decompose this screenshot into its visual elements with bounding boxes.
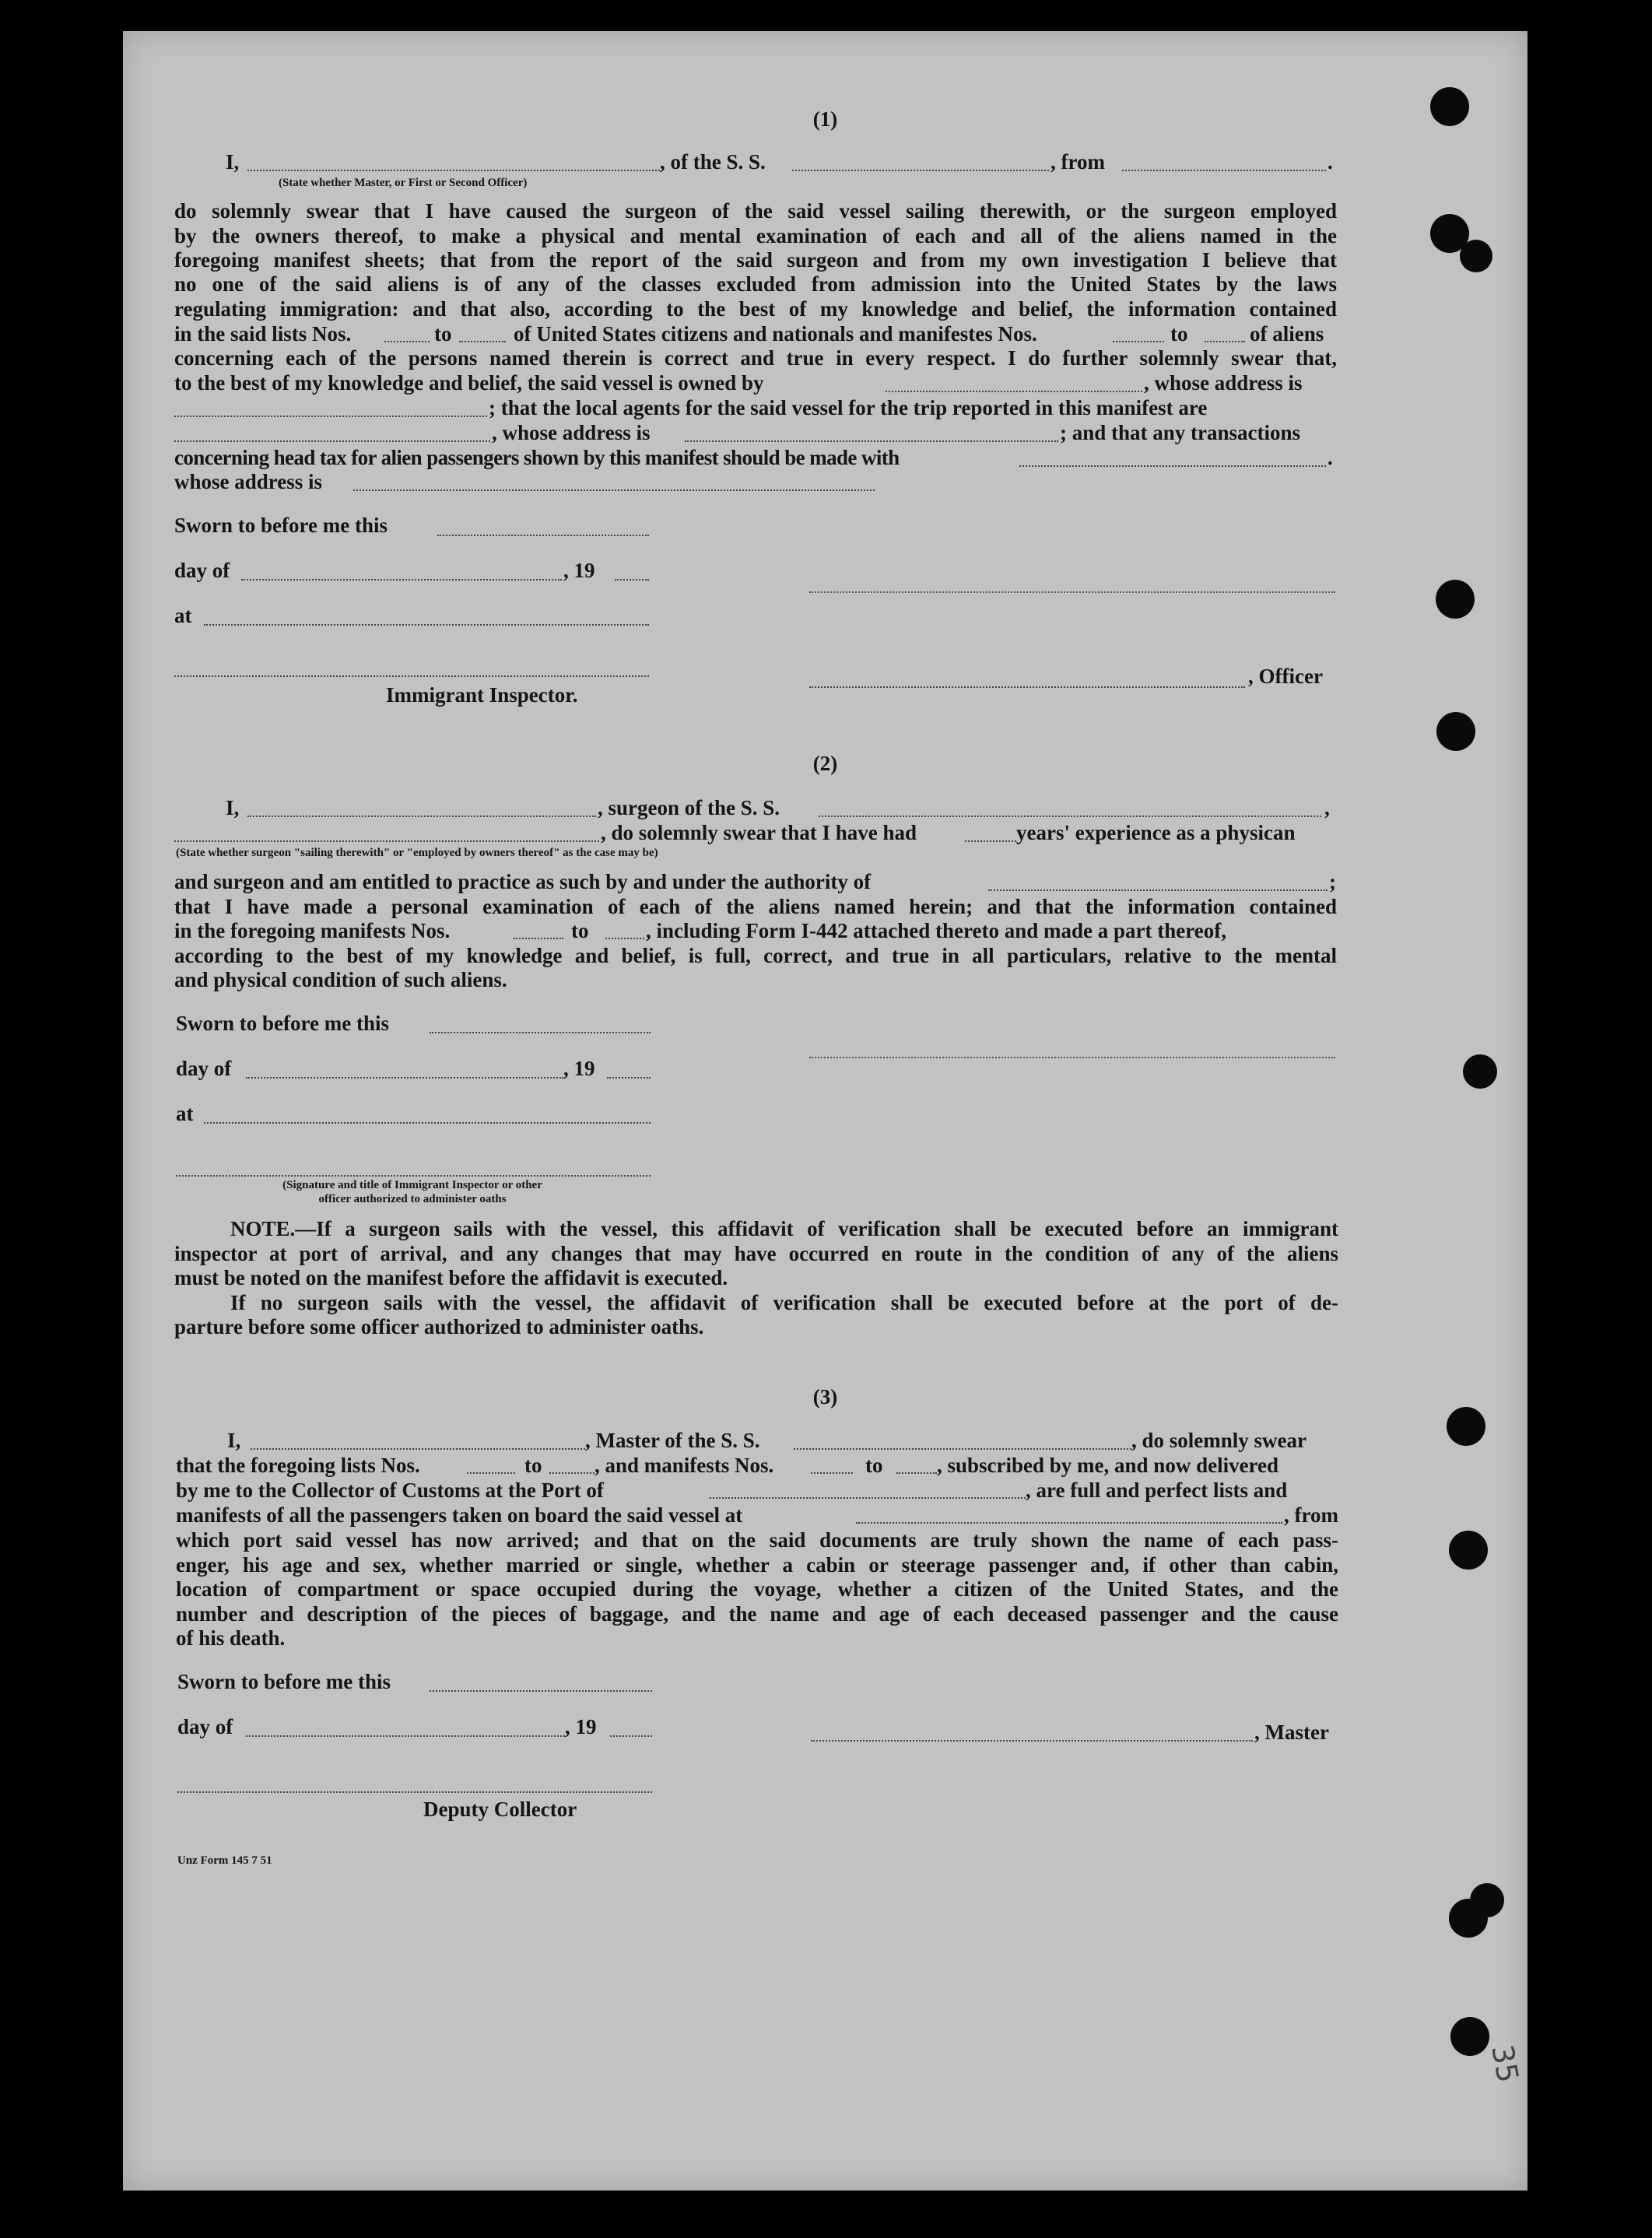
s2-blank-year[interactable]: [607, 1077, 651, 1079]
s1-signature-line[interactable]: [809, 591, 1335, 593]
s1-period: .: [1328, 150, 1333, 174]
s1-blank-manifest-to[interactable]: [1205, 341, 1245, 342]
s2-year: , 19: [563, 1057, 595, 1080]
s1-blank-sworn[interactable]: [437, 535, 649, 536]
s1-l8b: , whose address is: [1144, 371, 1303, 395]
s1-officer-line[interactable]: [809, 686, 1245, 688]
s2-i: I,: [226, 796, 240, 819]
s1-l9: ; that the local agents for the said vessel for the trip reported in this manifest are: [489, 396, 1208, 419]
binder-hole: [1470, 1883, 1504, 1917]
scan-border-left: [0, 0, 6, 2238]
s1-officer: , Officer: [1248, 665, 1323, 688]
section-3-number: (3): [812, 1385, 838, 1408]
s1-l11b: .: [1328, 446, 1333, 469]
s1-l10a: , whose address is: [492, 421, 651, 444]
s1-para-line: by the owners thereof, to make a physical and mental examination of each and all of the aliens named in the: [174, 224, 1337, 247]
s3-master-of: , Master of the S. S.: [585, 1429, 760, 1452]
s3-l2b: to: [524, 1454, 542, 1477]
s2-swear: , do solemnly swear that I have had: [601, 821, 917, 844]
s2-blank-manifest-from[interactable]: [514, 938, 563, 939]
s2-blank-sworn[interactable]: [430, 1032, 651, 1033]
binder-hole: [1450, 2017, 1489, 2056]
s1-para-line: foregoing manifest sheets; that from the report of the said surgeon and from my own investigation I believe that: [174, 248, 1337, 272]
s1-l6b: to: [434, 322, 452, 346]
s2-sworn: Sworn to before me this: [176, 1012, 389, 1035]
s2-hint: (State whether surgeon "sailing therewith" or "employed by owners thereof" as the case may be): [176, 847, 658, 859]
s2-blank-years[interactable]: [965, 840, 1016, 842]
s2-signature-line[interactable]: [809, 1057, 1335, 1058]
s1-blank-at[interactable]: [204, 624, 649, 626]
s2-blank-vessel[interactable]: [819, 816, 1321, 817]
s1-l6d: to: [1170, 322, 1188, 346]
section-2-number: (2): [812, 752, 838, 775]
s2-note2-b: parture before some officer authorized to administer oaths.: [174, 1315, 704, 1338]
s2-blank-manifest-to[interactable]: [605, 938, 644, 939]
s3-i: I,: [227, 1429, 241, 1452]
s2-l5a: in the foregoing manifests Nos.: [174, 919, 451, 942]
s2-blank-day[interactable]: [246, 1077, 563, 1079]
s1-blank-year[interactable]: [615, 579, 649, 581]
s3-blank-list-to[interactable]: [549, 1472, 595, 1474]
s1-blank-manifest-from[interactable]: [1113, 341, 1164, 342]
page-number: 35: [1485, 2042, 1526, 2085]
s1-of-ss: , of the S. S.: [660, 150, 766, 174]
s1-blank-owner-address[interactable]: [174, 416, 487, 417]
s3-dayof: day of: [177, 1715, 233, 1738]
s1-blank-agents[interactable]: [174, 440, 490, 442]
s3-master: , Master: [1254, 1721, 1329, 1744]
binder-hole: [1436, 712, 1475, 751]
s2-years: years' experience as a physican: [1016, 821, 1296, 844]
s1-blank-day[interactable]: [241, 579, 562, 581]
s2-blank-surgeon[interactable]: [247, 816, 596, 817]
s2-sig2: officer authorized to administer oaths: [318, 1193, 507, 1205]
s1-l11a: concerning head tax for alien passengers shown by this manifest should be made with: [174, 446, 900, 469]
s1-blank-headtax[interactable]: [1019, 465, 1326, 467]
s3-blank-embark-port[interactable]: [856, 1522, 1282, 1524]
s1-inspector-line[interactable]: [174, 675, 649, 677]
s1-para-line: do solemnly swear that I have caused the surgeon of the said vessel sailing therewith, or the surgeon employed: [174, 199, 1337, 223]
s1-dayof: day of: [174, 559, 230, 582]
s2-l4: that I have made a personal examination of each of the aliens named herein; and that the information contained: [174, 895, 1337, 918]
s3-deputy: Deputy Collector: [423, 1798, 577, 1821]
s3-para-line: enger, his age and sex, whether married or single, whether a cabin or steerage passenger and, if other than cabin,: [176, 1553, 1338, 1577]
form-number: Unz Form 145 7 51: [177, 1854, 272, 1867]
s1-l6e: of aliens: [1250, 322, 1324, 346]
s2-blank-status[interactable]: [174, 840, 599, 842]
s3-blank-vessel[interactable]: [794, 1448, 1131, 1450]
s2-note-line: NOTE.—If a surgeon sails with the vessel, this affidavit of verification shall be executed before an immigrant: [230, 1217, 1338, 1240]
s3-blank-sworn[interactable]: [430, 1690, 652, 1692]
s3-sworn: Sworn to before me this: [177, 1670, 391, 1693]
s3-l2d: to: [865, 1454, 883, 1477]
s1-blank-list-to[interactable]: [459, 341, 506, 342]
s2-dayof: day of: [176, 1057, 232, 1080]
s3-l2a: that the foregoing lists Nos.: [176, 1454, 420, 1477]
s3-l4a: manifests of all the passengers taken on board the said vessel at: [176, 1503, 743, 1527]
s1-blank-vessel[interactable]: [792, 170, 1049, 171]
s1-i: I,: [226, 150, 240, 174]
s1-blank-officer[interactable]: [247, 170, 660, 171]
binder-hole: [1449, 1531, 1488, 1570]
section-1-number: (1): [812, 107, 838, 131]
s3-para-line: which port said vessel has now arrived; and that on the said documents are truly shown the name of each pass-: [176, 1528, 1338, 1552]
s1-inspector: Immigrant Inspector.: [386, 683, 578, 707]
s2-l7: and physical condition of such aliens.: [174, 968, 507, 991]
s3-l2c: , and manifests Nos.: [595, 1454, 774, 1477]
s1-l10b: ; and that any transactions: [1060, 421, 1301, 444]
s2-blank-at[interactable]: [204, 1122, 651, 1124]
s2-note-line: must be noted on the manifest before the affidavit is executed.: [174, 1266, 728, 1289]
s3-blank-manifest-from[interactable]: [811, 1472, 853, 1474]
s1-from: , from: [1050, 150, 1105, 174]
s2-l3b: ;: [1329, 870, 1336, 893]
s2-sig1: (Signature and title of Immigrant Inspector or other: [282, 1179, 542, 1191]
s2-l5c: , including Form I-442 attached thereto and made a part thereof,: [646, 919, 1226, 942]
s1-at: at: [174, 604, 192, 627]
s1-l12: whose address is: [174, 470, 323, 493]
s3-blank-day[interactable]: [246, 1735, 565, 1737]
s3-blank-manifest-to[interactable]: [896, 1472, 937, 1474]
s1-l8a: to the best of my knowledge and belief, the said vessel is owned by: [174, 371, 764, 395]
s3-l3b: , are full and perfect lists and: [1026, 1479, 1288, 1502]
s1-l6c: of United States citizens and nationals and manifestes Nos.: [514, 322, 1037, 346]
s1-blank-owner[interactable]: [886, 391, 1142, 392]
s2-signature-inspector-line[interactable]: [176, 1175, 651, 1177]
s3-l3a: by me to the Collector of Customs at the Port of: [176, 1479, 604, 1502]
s3-swear: , do solemnly swear: [1131, 1429, 1307, 1452]
s1-para-line: no one of the said aliens is of any of the classes excluded from admission into the United States by the laws: [174, 272, 1337, 296]
s1-hint: (State whether Master, or First or Second Officer): [279, 177, 528, 189]
binder-hole: [1447, 1407, 1485, 1446]
s1-blank-agents-address[interactable]: [685, 440, 1058, 442]
s3-blank-list-from[interactable]: [467, 1472, 515, 1474]
s2-surgeon-of: , surgeon of the S. S.: [598, 796, 780, 819]
s3-year: , 19: [565, 1715, 597, 1738]
s1-sworn: Sworn to before me this: [174, 514, 388, 537]
s2-comma: ,: [1324, 796, 1330, 819]
s2-l5b: to: [571, 919, 589, 942]
s3-para-line: number and description of the pieces of baggage, and the name and age of each deceased passenger and the cause: [176, 1602, 1338, 1626]
s3-l2e: , subscribed by me, and now delivered: [937, 1454, 1279, 1477]
s3-blank-year[interactable]: [610, 1735, 652, 1737]
s3-blank-master[interactable]: [251, 1448, 585, 1450]
binder-hole: [1463, 1054, 1497, 1089]
s2-note2-a: If no surgeon sails with the vessel, the affidavit of verification shall be executed before at the port of de-: [230, 1291, 1338, 1314]
s3-para-line: location of compartment or space occupied during the voyage, whether a citizen of the United States, and the: [176, 1577, 1338, 1601]
s1-blank-headtax-address[interactable]: [353, 489, 875, 491]
s2-blank-authority[interactable]: [988, 889, 1328, 891]
s2-at: at: [176, 1102, 194, 1125]
s3-deputy-line[interactable]: [177, 1791, 652, 1793]
s2-l6: according to the best of my knowledge and belief, is full, correct, and true in all particulars, relative to the mental: [174, 944, 1337, 967]
s2-note-line: inspector at port of arrival, and any changes that may have occurred en route in the condition of any of the aliens: [174, 1242, 1338, 1265]
s1-blank-from[interactable]: [1122, 170, 1326, 171]
s3-master-line[interactable]: [811, 1740, 1253, 1742]
s2-l3a: and surgeon and am entitled to practice as such by and under the authority of: [174, 870, 872, 893]
s1-l7: concerning each of the persons named therein is correct and true in every respect. I do further solemnly swear that,: [174, 346, 1337, 370]
s1-l6a: in the said lists Nos.: [174, 322, 352, 346]
s1-para-line: regulating immigration: and that also, according to the best of my knowledge and belief, the information contained: [174, 297, 1337, 321]
s3-l4b: , from: [1284, 1503, 1338, 1527]
binder-hole: [1460, 240, 1492, 272]
binder-hole: [1436, 580, 1475, 619]
s3-last: of his death.: [176, 1626, 286, 1650]
s1-blank-list-from[interactable]: [384, 341, 430, 342]
s1-year: , 19: [563, 559, 595, 582]
s3-blank-port[interactable]: [710, 1497, 1026, 1499]
scan-border-right: [1527, 0, 1652, 2238]
